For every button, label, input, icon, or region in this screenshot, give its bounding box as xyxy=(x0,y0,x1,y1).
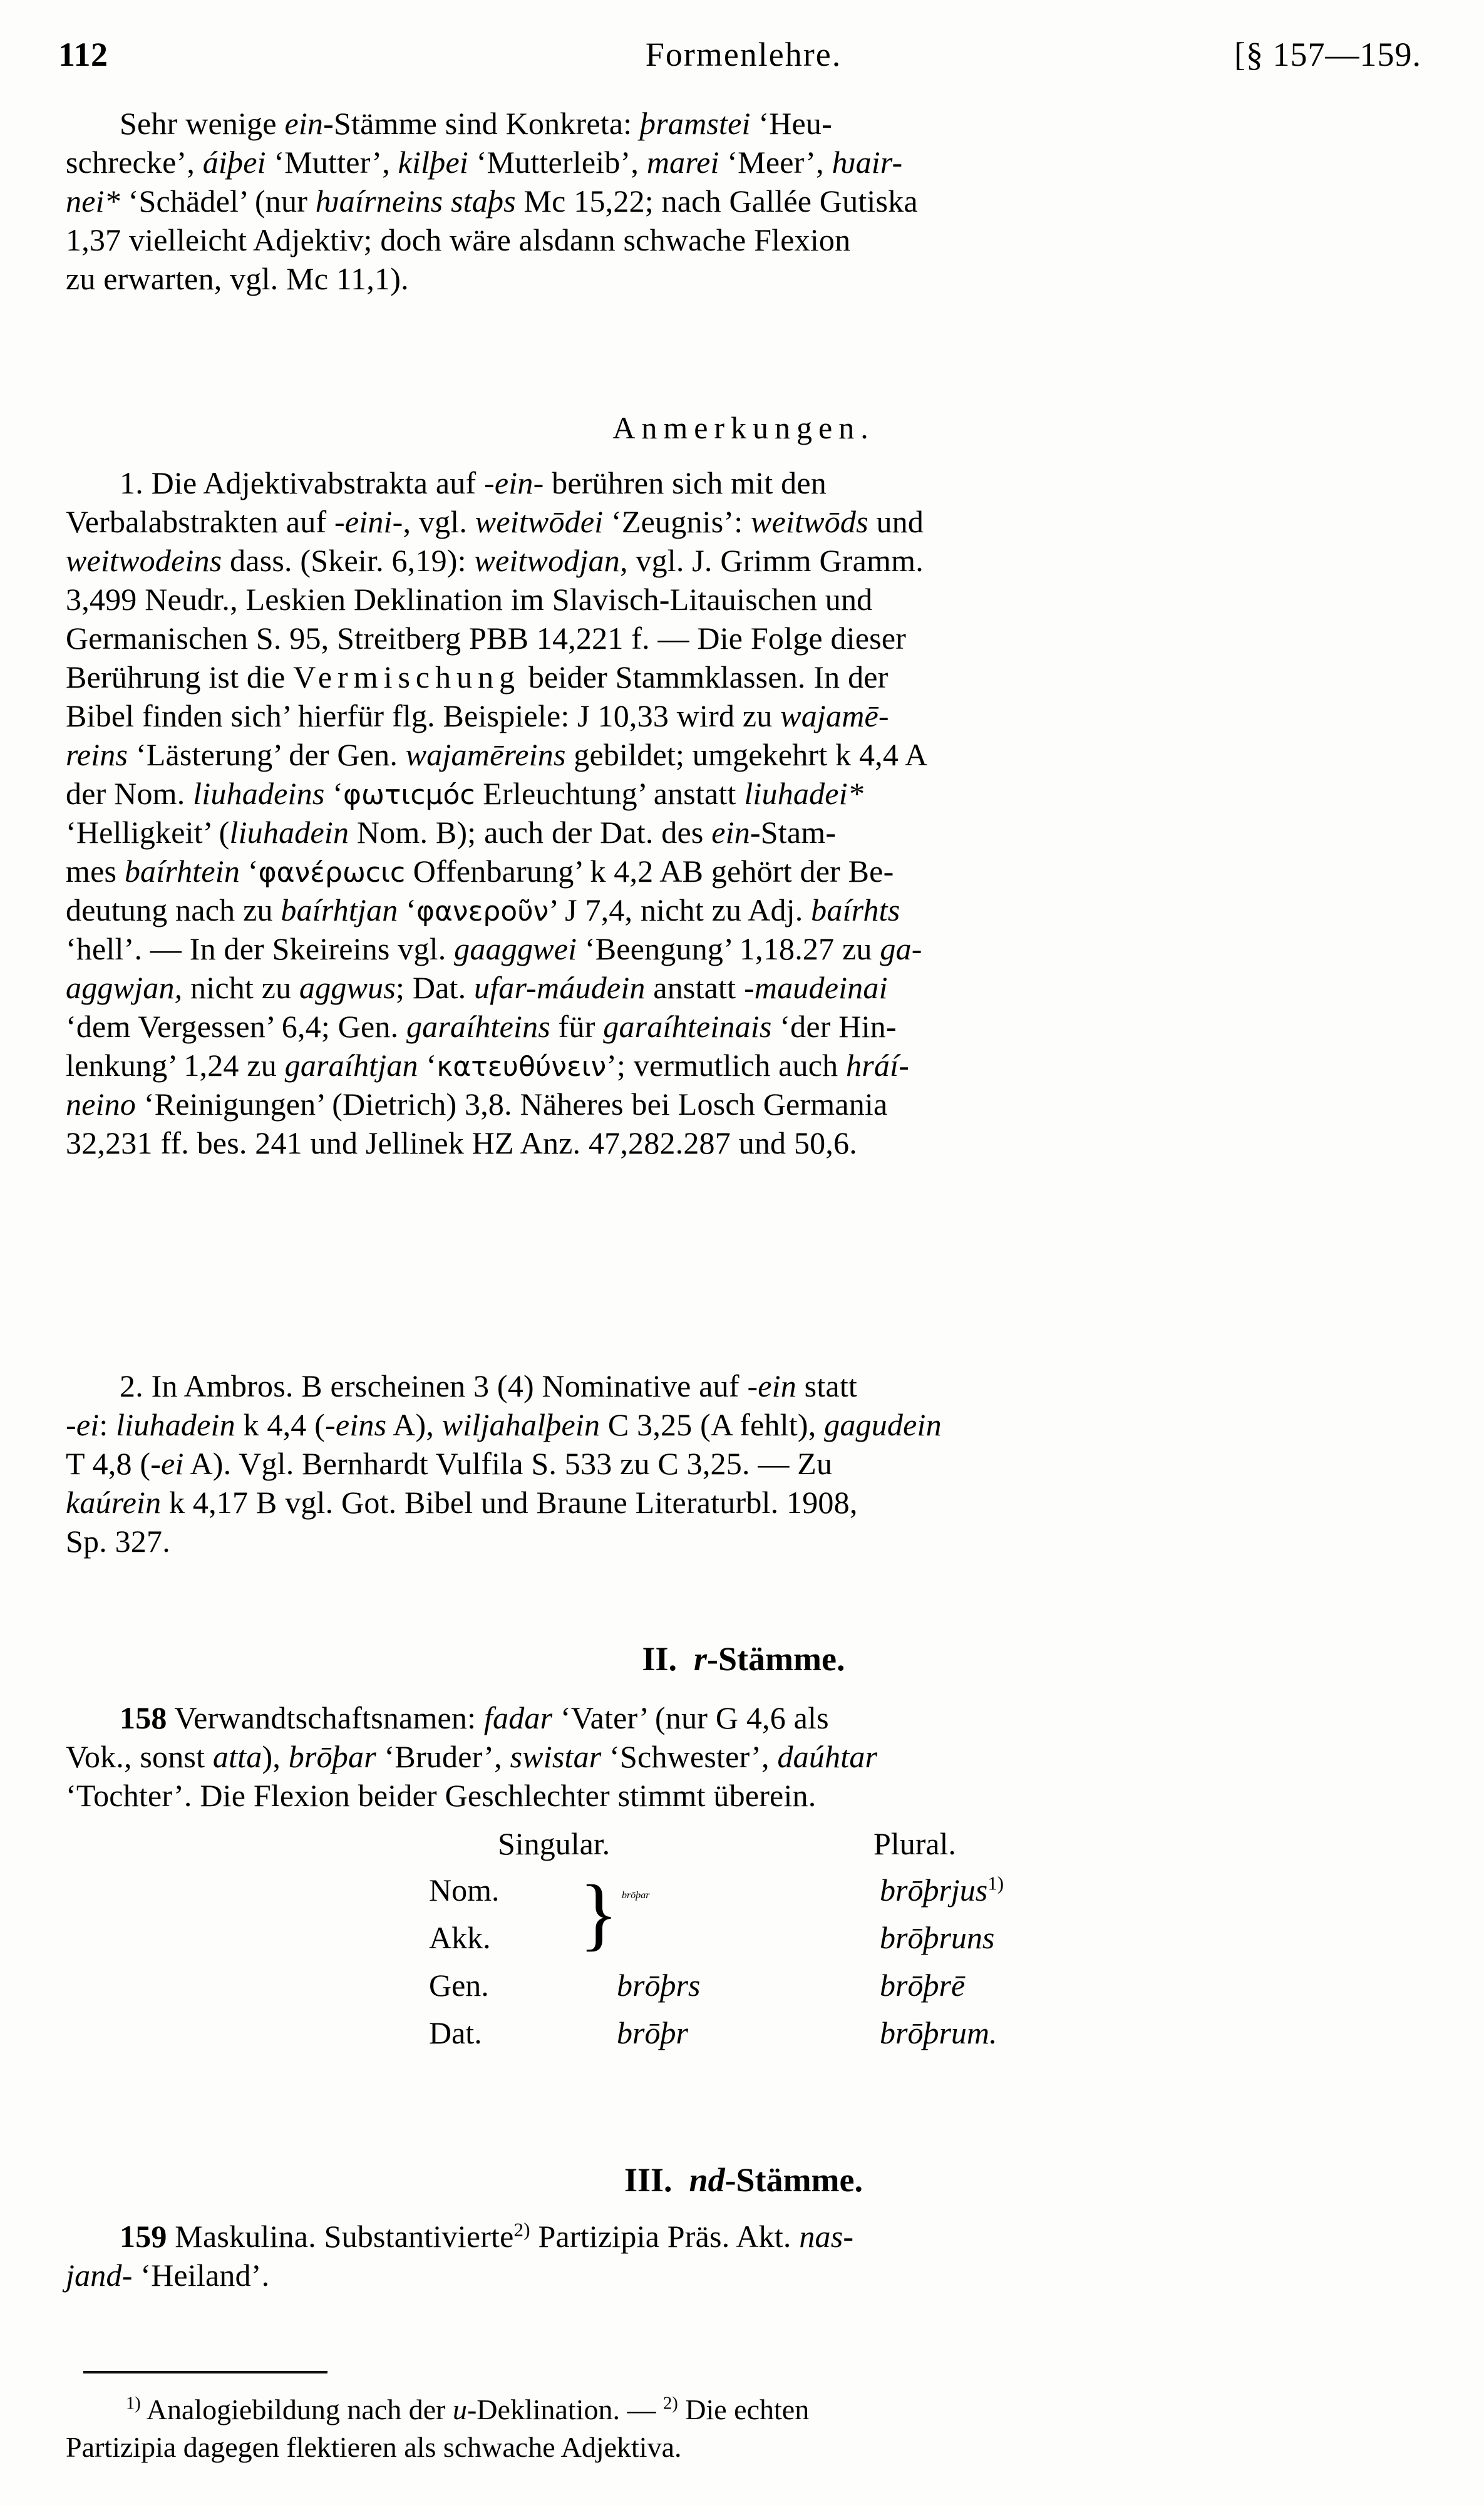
text-run: ‘Mutter’, xyxy=(265,145,398,180)
italic-run: garaíhteins xyxy=(406,1009,550,1044)
text-run: ‘Mutterleib’, xyxy=(468,145,647,180)
heading-III-block xyxy=(66,2156,1421,2204)
text-line xyxy=(66,813,1421,852)
heading-III-numeral: III. xyxy=(624,2161,672,2199)
text-line xyxy=(66,929,1421,968)
text-run: Partizipia Präs. Akt. xyxy=(530,2219,800,2254)
italic-run: aggwus xyxy=(299,970,396,1005)
paradigm-cell-plural: brōþrjus$^{1)}$ xyxy=(880,1872,1004,1908)
text-line xyxy=(66,182,1421,220)
paradigm-column-headers xyxy=(66,1821,1421,1866)
text-run: 32,231 ff. bes. 241 und Jellinek HZ Anz. 47,282.287 und 50,6. xyxy=(66,1125,857,1160)
column-header-singular: Singular. xyxy=(498,1826,611,1861)
text-run: gebildet; umgekehrt k 4,4 A xyxy=(565,737,928,772)
text-line xyxy=(66,2429,1421,2466)
italic-run: -eini- xyxy=(334,504,403,539)
italic-run: weitwodjan xyxy=(474,543,620,578)
italic-run: ƕair- xyxy=(832,145,903,180)
italic-run: garaíhtjan xyxy=(284,1048,418,1083)
text-run: ‘der Hin- xyxy=(771,1009,897,1044)
anmerkungen-heading-block xyxy=(66,406,1421,450)
text-run: dass. (Skeir. 6,19): xyxy=(222,543,475,578)
italic-run: kilþei xyxy=(398,145,468,180)
text-line xyxy=(66,104,1421,143)
italic-run: jand- xyxy=(66,2258,133,2293)
italic-run: kaúrein xyxy=(66,1485,162,1520)
text-run: ‘ xyxy=(240,854,259,889)
text-run: k 4,4 ( xyxy=(235,1407,326,1442)
heading-II-stem: r xyxy=(694,1640,708,1678)
text-run: T 4,8 ( xyxy=(66,1446,151,1481)
heading-II xyxy=(66,1635,1421,1683)
text-line xyxy=(66,1776,1421,1815)
text-run: deutung nach zu xyxy=(66,892,281,927)
text-run: ‘ xyxy=(418,1048,437,1083)
italic-run: weitwōdei xyxy=(475,504,604,539)
text-run: statt xyxy=(796,1368,858,1403)
table-row xyxy=(66,1866,1421,1914)
italic-run: weitwodeins xyxy=(66,543,222,578)
text-run: ‘ xyxy=(324,776,344,811)
text-run: C 3,25 (A fehlt), xyxy=(600,1407,825,1442)
text-run: Offenbarung’ k 4,2 AB gehört der Be- xyxy=(405,854,894,889)
text-line xyxy=(66,1522,1421,1561)
text-line xyxy=(66,1483,1421,1522)
text-run: Vok., sonst xyxy=(66,1739,213,1774)
heading-III xyxy=(66,2156,1421,2204)
text-run: 1. Die Adjektivabstrakta auf xyxy=(120,465,485,500)
italic-run: weitwōds xyxy=(751,504,868,539)
section-number: 159 xyxy=(120,2219,167,2254)
italic-run: aggwjan, xyxy=(66,970,183,1005)
text-line xyxy=(66,1007,1421,1046)
italic-run: baírhts xyxy=(811,892,900,927)
text-run: Analogiebildung nach der xyxy=(140,2394,453,2425)
italic-run: wajamē- xyxy=(780,698,889,733)
table-row xyxy=(66,1914,1421,1961)
italic-run: neino xyxy=(66,1087,137,1122)
running-head xyxy=(58,33,1421,76)
table-row xyxy=(66,2009,1421,2057)
text-line xyxy=(66,580,1421,619)
text-line xyxy=(66,1698,1421,1737)
text-line xyxy=(66,463,1421,502)
italic-run: ƕaírneins staþs xyxy=(315,183,516,219)
text-run: 2. In Ambros. B erscheinen 3 (4) Nominative auf xyxy=(120,1368,748,1403)
italic-run: nei* xyxy=(66,183,120,219)
text-line xyxy=(66,852,1421,891)
heading-II-block xyxy=(66,1635,1421,1683)
text-run: ’; vermutlich auch xyxy=(606,1048,847,1083)
text-line xyxy=(66,2217,1421,2256)
text-run: ‘ xyxy=(398,892,416,927)
text-line xyxy=(66,1405,1421,1444)
paragraph-158 xyxy=(66,1698,1421,1815)
text-run: 3,499 Neudr., Leskien Deklination im Slavisch-Litauischen und xyxy=(66,582,873,617)
text-run: k 4,17 B vgl. Got. Bibel und Braune Literaturbl. 1908, xyxy=(161,1485,858,1520)
text-run: ‘Zeugnis’: xyxy=(603,504,751,539)
paradigm-case-label: Akk. xyxy=(429,1920,491,1955)
footnote-block xyxy=(66,2391,1421,2466)
table-row xyxy=(66,1961,1421,2009)
italic-run: -ei xyxy=(66,1407,100,1442)
text-line xyxy=(66,220,1421,259)
text-run: anstatt xyxy=(645,970,744,1005)
paradigm-cell-plural: brōþruns xyxy=(880,1920,995,1955)
paradigm-case-label: Dat. xyxy=(429,2015,482,2050)
italic-run: gagudein xyxy=(824,1407,942,1442)
footnote-marker: 2) xyxy=(662,2394,678,2414)
text-run: ‘Bruder’, xyxy=(376,1739,510,1774)
italic-run: gaaggwei xyxy=(454,931,577,966)
text-run: ‘Schädel’ (nur xyxy=(120,183,316,219)
text-line xyxy=(66,541,1421,580)
italic-run: garaíhteinais xyxy=(603,1009,772,1044)
text-run: ‘dem Vergessen’ 6,4; Gen. xyxy=(66,1009,406,1044)
text-run: ‘Vater’ (nur G 4,6 als xyxy=(552,1700,829,1735)
italic-run: swistar xyxy=(510,1739,602,1774)
italic-run: ga- xyxy=(880,931,922,966)
text-run: lenkung’ 1,24 zu xyxy=(66,1048,285,1083)
text-run: Erleuchtung’ anstatt xyxy=(475,776,745,811)
text-line xyxy=(66,2256,1421,2295)
text-run: ‘Schwester’, xyxy=(601,1739,778,1774)
italic-run: brōþar xyxy=(288,1739,376,1774)
text-run: Partizipia dagegen flektieren als schwache Adjektiva. xyxy=(66,2431,682,2463)
paragraph-159 xyxy=(66,2217,1421,2295)
italic-run: wajamēreins xyxy=(405,737,566,772)
text-run: schrecke’, xyxy=(66,145,203,180)
italic-run: ein xyxy=(711,815,750,850)
text-line xyxy=(66,1444,1421,1483)
text-run: ‘Helligkeit’ ( xyxy=(66,815,230,850)
italic-run: liuhadein xyxy=(116,1407,235,1442)
text-line xyxy=(66,1737,1421,1776)
text-run: Bibel finden sich’ hierfür flg. Beispiele: J 10,33 wird zu xyxy=(66,698,781,733)
italic-run: -maudeinai xyxy=(743,970,888,1005)
footnote-rule xyxy=(83,2371,327,2373)
text-run: , vgl. xyxy=(403,504,475,539)
heading-II-numeral: II. xyxy=(642,1640,678,1678)
text-run: -Deklination. — xyxy=(466,2394,663,2425)
column-header-plural: Plural. xyxy=(873,1826,956,1861)
italic-run: liuhadeins xyxy=(193,776,325,811)
italic-run: liuhadei* xyxy=(744,776,863,811)
italic-run: áiþei xyxy=(202,145,266,180)
text-run: mes xyxy=(66,854,125,889)
text-run: ‘Heu- xyxy=(750,106,832,141)
text-run: ‘Tochter’. Die Flexion beider Geschlechter stimmt überein. xyxy=(66,1778,817,1813)
paradigm-cell-singular: brōþrs xyxy=(617,1968,701,2003)
text-run: A), xyxy=(386,1407,442,1442)
text-run: ‘Lästerung’ der Gen. xyxy=(128,737,406,772)
folio-number: 112 xyxy=(58,36,108,73)
footnote-marker: 1) xyxy=(126,2394,141,2414)
paradigm-cell-plural: brōþrē xyxy=(880,1968,966,2003)
italic-run: ein xyxy=(284,106,324,141)
text-run: der Nom. xyxy=(66,776,193,811)
text-run: Mc 15,22; nach Gallée Gutiska xyxy=(515,183,918,219)
paradigm-cell-singular: brōþar xyxy=(622,1890,650,1901)
italic-run: liuhadein xyxy=(229,815,349,850)
text-line xyxy=(66,143,1421,182)
section-range: [§ 157—159. xyxy=(1234,36,1421,73)
text-run: ’ J 7,4, nicht zu Adj. xyxy=(549,892,812,927)
anmerkung-2 xyxy=(66,1366,1421,1561)
footnote-marker: 2) xyxy=(513,2218,530,2241)
text-line xyxy=(66,259,1421,298)
italic-run: nas- xyxy=(799,2219,854,2254)
text-run: -Stämme sind Konkreta: xyxy=(323,106,641,141)
text-line xyxy=(66,502,1421,541)
text-run: ‘hell’. — In der Skeireins vgl. xyxy=(66,931,455,966)
paradigm-case-label: Nom. xyxy=(429,1872,500,1908)
italic-run: reins xyxy=(66,737,128,772)
greek-run: φωτιcμόc xyxy=(343,779,475,811)
text-run: beider Stammklassen. In der xyxy=(520,659,889,695)
emphasised-run: Vermischung xyxy=(293,659,521,695)
paragraph-157 xyxy=(66,104,1421,298)
text-line xyxy=(66,2391,1421,2429)
anmerkung-1 xyxy=(66,463,1421,1162)
heading-II-word: -Stämme. xyxy=(707,1640,845,1678)
italic-run: baírhtjan xyxy=(281,892,398,927)
italic-run: daúhtar xyxy=(777,1739,878,1774)
text-line xyxy=(66,658,1421,696)
italic-run: marei xyxy=(646,145,719,180)
text-run: zu erwarten, vgl. Mc 11,1). xyxy=(66,261,409,296)
text-run: 1,37 vielleicht Adjektiv; doch wäre alsdann schwache Flexion xyxy=(66,222,851,257)
greek-run: φανέρωcιc xyxy=(258,857,406,889)
text-run: und xyxy=(868,504,924,539)
text-run: nicht zu xyxy=(182,970,300,1005)
italic-run: þramstei xyxy=(640,106,751,141)
text-run: Nom. B); auch der Dat. des xyxy=(349,815,712,850)
text-run: für xyxy=(550,1009,604,1044)
italic-run: -ein xyxy=(747,1368,796,1403)
text-line xyxy=(66,619,1421,658)
paradigm-cell-singular: brōþr xyxy=(617,2015,688,2050)
italic-run: -ei xyxy=(150,1446,184,1481)
greek-run: κατευθύνειν xyxy=(436,1051,607,1083)
italic-run: -eins xyxy=(325,1407,387,1442)
text-run: Verwandtschaftsnamen: xyxy=(167,1700,484,1735)
text-run: Die echten xyxy=(678,2394,810,2425)
text-line xyxy=(66,696,1421,735)
italic-run: hráí- xyxy=(846,1048,910,1083)
italic-run: wiljahalþein xyxy=(441,1407,600,1442)
text-line xyxy=(66,735,1421,774)
text-line xyxy=(66,1046,1421,1085)
text-run: ‘Beengung’ 1,18.27 zu xyxy=(577,931,880,966)
text-run: Germanischen S. 95, Streitberg PBB 14,221 f. — Die Folge dieser xyxy=(66,621,907,656)
text-run: ; Dat. xyxy=(396,970,475,1005)
text-run: Maskulina. Substantivierte xyxy=(167,2219,514,2254)
italic-run: u xyxy=(452,2394,467,2425)
text-line xyxy=(66,1366,1421,1405)
text-run: , vgl. J. Grimm Gramm. xyxy=(619,543,924,578)
italic-run: fadar xyxy=(483,1700,553,1735)
text-run: Sehr wenige xyxy=(120,106,285,141)
text-line xyxy=(66,891,1421,929)
paradigm-case-label: Gen. xyxy=(429,1968,489,2003)
page-title: Formenlehre. xyxy=(645,36,842,73)
section-number: 158 xyxy=(120,1700,167,1735)
italic-run: -ein- xyxy=(484,465,544,500)
text-line xyxy=(66,774,1421,813)
text-run: ‘Meer’, xyxy=(719,145,832,180)
italic-run: ufar-máudein xyxy=(474,970,646,1005)
paradigm-cell-plural: brōþrum. xyxy=(880,2015,997,2050)
text-run: berühren sich mit den xyxy=(544,465,827,500)
text-line xyxy=(66,1085,1421,1123)
text-line xyxy=(66,1123,1421,1162)
italic-run: atta xyxy=(212,1739,262,1774)
text-run: : xyxy=(99,1407,116,1442)
paradigm-rows xyxy=(66,1866,1421,2057)
anmerkungen-heading: Anmerkungen. xyxy=(612,410,875,445)
heading-III-stem: nd xyxy=(689,2161,725,2199)
heading-III-word: -Stämme. xyxy=(724,2161,863,2199)
text-run: Sp. 327. xyxy=(66,1524,170,1559)
text-run: A). Vgl. Bernhardt Vulfila S. 533 zu C 3,25. — Zu xyxy=(183,1446,833,1481)
text-run: ‘Heiland’. xyxy=(132,2258,270,2293)
text-run: ‘Reinigungen’ (Dietrich) 3,8. Näheres bei Losch Germania xyxy=(136,1087,888,1122)
italic-run: baírhtein xyxy=(124,854,240,889)
declension-table xyxy=(66,1821,1421,2057)
text-run: -Stam- xyxy=(750,815,837,850)
text-run: Verbalabstrakten auf xyxy=(66,504,335,539)
footnote-marker: 1) xyxy=(987,1872,1004,1894)
text-line xyxy=(66,968,1421,1007)
paradigm-brace: } xyxy=(579,1869,619,1959)
greek-run: φανεροῦν xyxy=(416,896,549,927)
text-run: Berührung ist die xyxy=(66,659,294,695)
text-run: ), xyxy=(262,1739,289,1774)
